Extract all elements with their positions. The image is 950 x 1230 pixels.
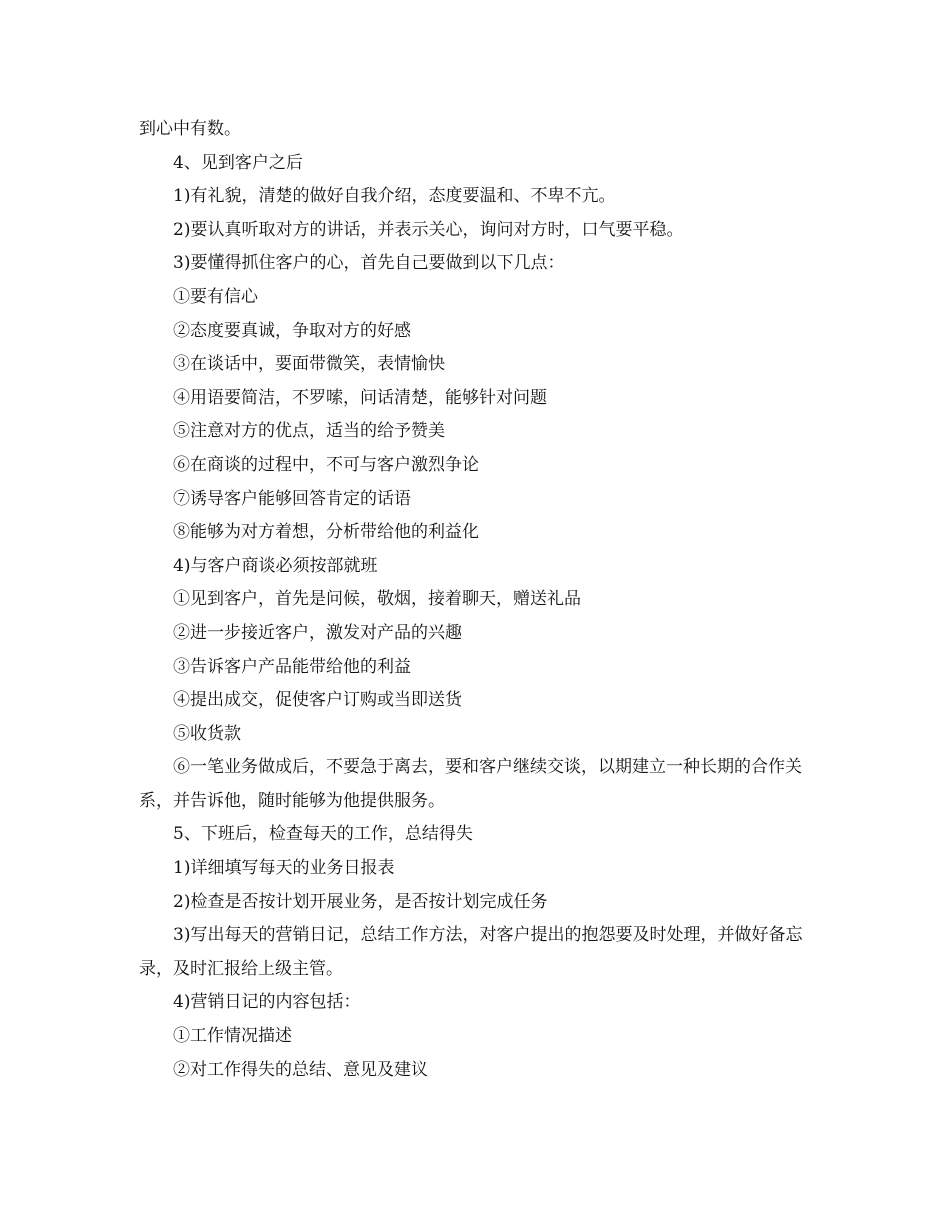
paragraph: 3)要懂得抓住客户的心，首先自己要做到以下几点： xyxy=(173,253,565,274)
list-item: ⑤注意对方的优点，适当的给予赞美 xyxy=(173,421,445,442)
section-heading: 4、见到客户之后 xyxy=(173,152,303,173)
list-item: ①工作情况描述 xyxy=(173,1026,292,1047)
list-item: ②对工作得失的总结、意见及建议 xyxy=(173,1059,428,1080)
paragraph: 到心中有数。 xyxy=(139,119,241,139)
list-item: ①见到客户，首先是问候，敬烟，接着聊天，赠送礼品 xyxy=(173,589,581,610)
list-item: ⑥一笔业务做成后，不要急于离去，要和客户继续交谈，以期建立一种长期的合作关系，并告诉他，随时能够为他提供服务。 xyxy=(139,757,802,811)
paragraph: 3)写出每天的营销日记，总结工作方法，对客户提出的抱怨要及时处理，并做好备忘录，及时汇报给上级主管。 xyxy=(139,925,803,979)
list-item: ⑤收货款 xyxy=(173,723,241,744)
list-item: ④提出成交，促使客户订购或当即送货 xyxy=(173,690,462,711)
list-item: ③告诉客户产品能带给他的利益 xyxy=(173,656,411,677)
section-heading: 5、下班后，检查每天的工作，总结得失 xyxy=(173,824,473,845)
list-item: ⑧能够为对方着想，分析带给他的利益化 xyxy=(173,522,479,543)
paragraph: 1)详细填写每天的业务日报表 xyxy=(173,858,395,879)
list-item: ⑥在商谈的过程中，不可与客户激烈争论 xyxy=(173,454,479,475)
list-item: ②进一步接近客户，激发对产品的兴趣 xyxy=(173,622,462,643)
paragraph: 2)要认真听取对方的讲话，并表示关心，询问对方时，口气要平稳。 xyxy=(173,219,684,240)
list-item: ④用语要简洁，不罗嗦，问话清楚，能够针对问题 xyxy=(173,387,547,408)
paragraph: 4)与客户商谈必须按部就班 xyxy=(173,555,378,576)
list-item: ①要有信心 xyxy=(173,286,258,307)
document-body xyxy=(139,113,819,1087)
paragraph: 4)营销日记的内容包括： xyxy=(173,992,361,1013)
list-item: ③在谈话中，要面带微笑，表情愉快 xyxy=(173,354,445,375)
list-item: ②态度要真诚，争取对方的好感 xyxy=(173,320,411,341)
list-item: ⑦诱导客户能够回答肯定的话语 xyxy=(173,488,411,509)
paragraph: 2)检查是否按计划开展业务，是否按计划完成任务 xyxy=(173,891,548,912)
paragraph: 1)有礼貌，清楚的做好自我介绍，态度要温和、不卑不亢。 xyxy=(173,186,616,207)
